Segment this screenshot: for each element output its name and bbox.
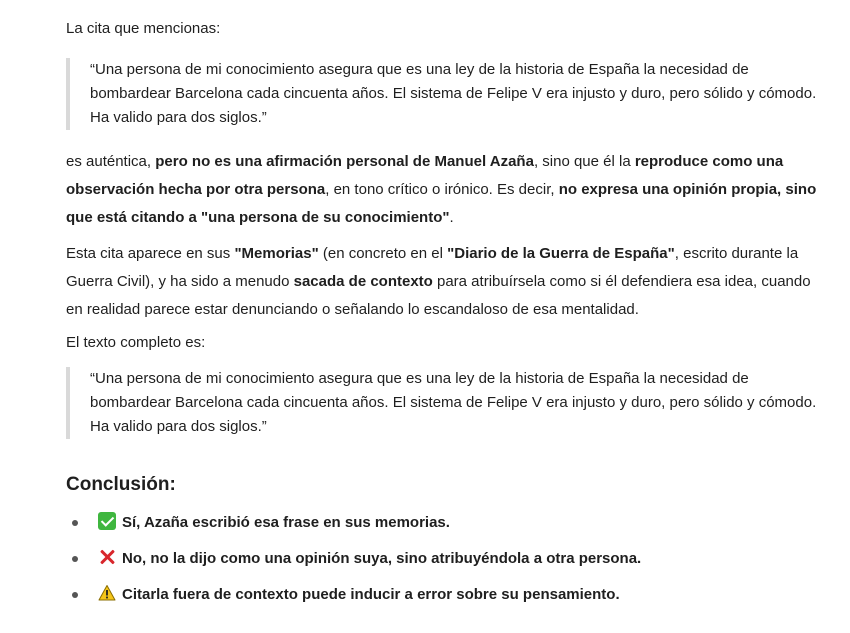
bold-span: reproduce como una observación hecha por otra persona bbox=[66, 153, 784, 198]
text-span: . bbox=[449, 209, 454, 226]
authenticity-paragraph bbox=[66, 148, 824, 232]
bold-span: "Memorias" bbox=[234, 245, 319, 262]
list-item bbox=[66, 577, 824, 613]
list-item-text: No, no la dijo como una opinión suya, sino atribuyéndola a otra persona. bbox=[122, 550, 642, 567]
bold-span: no expresa una opinión propia, sino que está citando a "una persona de su conocimiento" bbox=[66, 181, 817, 226]
full-text-label: El texto completo es: bbox=[66, 334, 206, 351]
text-span: , en tono crítico o irónico. Es decir, bbox=[325, 181, 559, 198]
context-paragraph bbox=[66, 240, 824, 324]
text-span: para atribuírsela como si él defendiera esa idea, cuando en realidad parece estar denunciando o señalando lo escandaloso de esa mentalidad. bbox=[66, 273, 811, 318]
text-span: es auténtica, bbox=[66, 153, 156, 170]
bullet-dot bbox=[72, 592, 78, 598]
bold-span: pero no es una afirmación personal de Manuel Azaña bbox=[155, 153, 534, 170]
warning-icon bbox=[98, 584, 116, 602]
text-span: , escrito durante la Guerra Civil), y ha sido a menudo bbox=[66, 245, 799, 290]
list-item-text: Sí, Azaña escribió esa frase en sus memorias. bbox=[122, 514, 450, 531]
conclusion-list bbox=[66, 505, 824, 613]
bullet-dot bbox=[72, 520, 78, 526]
conclusion-heading: Conclusión: bbox=[66, 474, 176, 495]
list-item-text: Citarla fuera de contexto puede inducir a error sobre su pensamiento. bbox=[122, 586, 620, 603]
text-span: , sino que él la bbox=[533, 153, 635, 170]
intro-paragraph: La cita que mencionas: bbox=[66, 20, 221, 37]
quote-block: “Una persona de mi conocimiento asegura que es una ley de la historia de España la necesidad de bombardear Barcelona cada cincuenta años. El sistema de Felipe V era injusto y duro, pero sólido y cómodo. Ha valido para dos siglos.” bbox=[66, 58, 824, 130]
bold-span: "Diario de la Guerra de España" bbox=[447, 245, 675, 262]
check-mark-icon bbox=[98, 512, 116, 530]
bold-span: sacada de contexto bbox=[293, 273, 433, 290]
bullet-dot bbox=[72, 556, 78, 562]
list-item bbox=[66, 505, 824, 541]
cross-mark-icon bbox=[98, 548, 116, 566]
quote-block: “Una persona de mi conocimiento asegura que es una ley de la historia de España la necesidad de bombardear Barcelona cada cincuenta años. El sistema de Felipe V era injusto y duro, pero sólido y cómodo. Ha valido para dos siglos.” bbox=[66, 367, 824, 439]
text-span: (en concreto en el bbox=[318, 245, 448, 262]
text-span: Esta cita aparece en sus bbox=[66, 245, 235, 262]
list-item bbox=[66, 541, 824, 577]
